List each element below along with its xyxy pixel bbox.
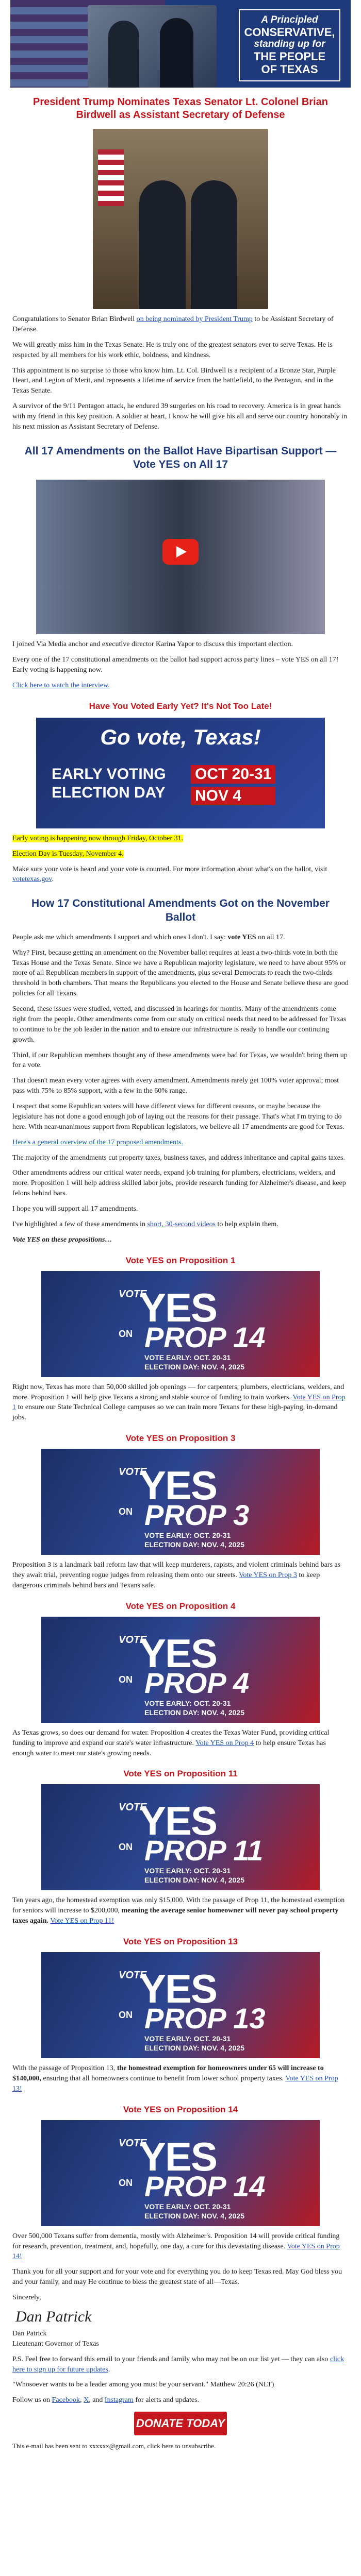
headline-ballot: How 17 Constitutional Amendments Got on the November Ballot bbox=[31, 897, 330, 923]
paragraph bbox=[12, 1138, 349, 1148]
prop-graphic[interactable]: VOTE YES ON PROP 14 VOTE EARLY: OCT. 20-31 ELECTION DAY: NOV. 4, 2025 bbox=[41, 1271, 320, 1377]
prop-graphic[interactable]: VOTE YES ON PROP 11 VOTE EARLY: OCT. 20-31 ELECTION DAY: NOV. 4, 2025 bbox=[41, 1784, 320, 1890]
prop-heading: Vote YES on Proposition 3 bbox=[125, 1433, 236, 1444]
prop-heading: Vote YES on Proposition 4 bbox=[125, 1601, 236, 1611]
paragraph: People ask me which amendments I support and which ones I don't. I say: vote YES on all 17. bbox=[12, 933, 285, 941]
paragraph bbox=[12, 681, 349, 691]
paragraph: That doesn't mean every voter agrees with every amendment. Amendments rarely get 100% voter approval; most pass with 75% to 85% support, with a few in the 60% range. bbox=[12, 1077, 339, 1095]
banner-photo bbox=[88, 5, 217, 88]
prop14-link[interactable]: Vote YES on Prop 14! bbox=[12, 2242, 340, 2261]
donate-button[interactable]: DONATE TODAY bbox=[134, 2412, 227, 2435]
email-body bbox=[10, 0, 351, 2451]
x-link[interactable]: X bbox=[84, 2396, 89, 2404]
header-banner bbox=[10, 0, 351, 88]
instagram-link[interactable]: Instagram bbox=[104, 2396, 134, 2404]
signup-link[interactable]: click here to sign up for future updates bbox=[12, 2355, 344, 2374]
paragraph: Ten years ago, the homestead exemption was only $15,000. With the passage of Prop 11, the homestead exemption for seniors will increase to $200,000, meaning the average senior homeowner will never pay school property taxes again. Vote YES on Prop 11! bbox=[12, 1896, 345, 1925]
person-silhouette bbox=[139, 180, 186, 309]
prop-graphic[interactable]: VOTE YES ON PROP 13 VOTE EARLY: OCT. 20-31 ELECTION DAY: NOV. 4, 2025 bbox=[41, 1952, 320, 2058]
headline-amendments: All 17 Amendments on the Ballot Have Bipartisan Support — Vote YES on All 17 bbox=[24, 445, 337, 470]
prop3-link[interactable]: Vote YES on Prop 3 bbox=[239, 1571, 297, 1579]
tagline-line: standing up for bbox=[254, 39, 325, 50]
quote: "Whosoever wants to be a leader among you must be your servant." Matthew 20:26 (NLT) bbox=[12, 2381, 274, 2389]
prop4-link[interactable]: Vote YES on Prop 4 bbox=[195, 1739, 254, 1747]
prop-heading: Vote YES on Proposition 13 bbox=[123, 1937, 238, 1946]
paragraph: Vote YES on these propositions… bbox=[12, 1235, 112, 1244]
sincerely: Sincerely, bbox=[12, 2294, 41, 2301]
paragraph: I respect that some Republican voters will have different views for different reasons, or maybe because the legislature has not done a good enough job of laying out the reasons for their passage. That's what I'm trying to do here. With near-unanimous support from Republican legislators, we believe all 17 amendments are good for Texas. bbox=[12, 1103, 344, 1131]
prop-graphic[interactable]: VOTE YES ON PROP 4 VOTE EARLY: OCT. 20-31 ELECTION DAY: NOV. 4, 2025 bbox=[41, 1617, 320, 1723]
photo-senators bbox=[93, 129, 268, 309]
votetexas-link[interactable]: votetexas.gov bbox=[12, 875, 52, 884]
paragraph: Thank you for all your support and for your vote and for everything you do to keep Texas red. May God bless you and your family, and may He continue to bless the greatest state of all—Texas. bbox=[12, 2268, 342, 2286]
footer: This e-mail has been sent to xxxxxx@gmail.com, click here to unsubscribe. bbox=[12, 2442, 216, 2450]
paragraph: With the passage of Proposition 13, the homestead exemption for homeowners under 65 will increase to $140,000, ensuring that all homeowners continue to benefit from lower school property taxes. Vote YES on Prop 13! bbox=[12, 2064, 338, 2093]
paragraph: We will greatly miss him in the Texas Senate. He is truly one of the greatest senators ever to serve Texas. He is respected by all members for his work ethic, boldness, and kindness. bbox=[12, 341, 333, 359]
person-silhouette bbox=[191, 180, 237, 309]
paragraph: Proposition 3 is a landmark bail reform law that will keep murderers, rapists, and violent criminals behind bars as they await trial, preventing rogue judges from releasing them onto our streets. Vote YES on Prop 3 to keep dangerous criminals behind bars and Texans safe. bbox=[12, 1561, 341, 1589]
vote-dates: OCT 20-31 NOV 4 bbox=[191, 765, 275, 808]
prop1-link[interactable]: Vote YES on Prop 1 bbox=[12, 1393, 346, 1412]
paragraph: Over 500,000 Texans suffer from dementia, mostly with Alzheimer's. Proposition 14 will provide critical funding for research, prevention, treatment, and, hopefully, one day, a cure for this devastating disease. Vote YES on Prop 14! bbox=[12, 2232, 340, 2261]
paragraph: Early voting is happening now through Friday, October 31. bbox=[12, 834, 184, 842]
facebook-link[interactable]: Facebook bbox=[52, 2396, 80, 2404]
prop-heading: Vote YES on Proposition 11 bbox=[123, 1769, 238, 1779]
paragraph: A survivor of the 9/11 Pentagon attack, he endured 39 surgeries on his road to recovery. America is in great hands with my friend in this key position. A soldier at heart, I know he will give his all and serve our country honorably in his next mission as Assistant Secretary of Defense. bbox=[12, 402, 347, 431]
paragraph: Second, these issues were studied, vetted, and discussed in hearings for months. Many of the amendments come right from the people. Other amendments come from our study on critical needs that need to be addressed for Texas to continue to be the job leader in the nation and to ensure our infrastructure is ready to handle our continuing growth. bbox=[12, 1005, 347, 1044]
vote-graphic bbox=[36, 718, 325, 828]
prop-heading: Vote YES on Proposition 1 bbox=[125, 1255, 236, 1265]
paragraph: Every one of the 17 constitutional amendments on the ballot had support across party lines – vote YES on all 17! Early voting is happening now. bbox=[12, 656, 339, 674]
prop-graphic[interactable]: VOTE YES ON PROP 3 VOTE EARLY: OCT. 20-31 ELECTION DAY: NOV. 4, 2025 bbox=[41, 1449, 320, 1555]
person-silhouette bbox=[108, 21, 139, 88]
interview-video[interactable] bbox=[36, 480, 325, 634]
paragraph: As Texas grows, so does our demand for water. Proposition 4 creates the Texas Water Fund, providing critical funding to improve and expand our state's water infrastructure. Vote YES on Prop 4 to help ensure Texas has enough water to meet our state's growing needs. bbox=[12, 1728, 330, 1757]
paragraph: Right now, Texas has more than 50,000 skilled job openings — for carpenters, plumbers, electricians, welders, and more. Proposition 1 will help give Texans a strong and stable source of funding to train workers. Vote YES on Prop 1 to ensure our State Technical College campuses so we can train more Texans for these high-paying, in-demand jobs. bbox=[12, 1383, 346, 1422]
paragraph: This appointment is no surprise to those who know him. Lt. Col. Birdwell is a recipient of a Bronze Star, Purple Heart, and Legion of Merit, and represents a lifetime of service from the battlefield, to the Pentagon, and in the Texas Senate. bbox=[12, 366, 336, 395]
paragraph: Make sure your vote is heard and your vote is counted. For more information about what's on the ballot, visit votetexas.gov. bbox=[12, 865, 327, 884]
prop-heading: Vote YES on Proposition 14 bbox=[123, 2104, 238, 2114]
subhead-vote-early: Have You Voted Early Yet? It's Not Too Late! bbox=[89, 701, 272, 711]
watch-interview-link[interactable]: Click here to watch the interview. bbox=[12, 681, 110, 689]
prop11-link[interactable]: Vote YES on Prop 11! bbox=[50, 1917, 114, 1925]
follow-line: Follow us on Facebook, X, and Instagram for alerts and updates. bbox=[12, 2396, 200, 2404]
videos-link[interactable]: short, 30-second videos bbox=[147, 1220, 216, 1228]
paragraph: Third, if our Republican members thought any of these amendments were bad for Texas, we wouldn't bring them up for a vote. bbox=[12, 1051, 348, 1070]
nomination-link[interactable]: on being nominated by President Trump bbox=[136, 315, 253, 323]
paragraph: Why? First, because getting an amendment on the November ballot requires at least a two-thirds vote in both the Texas House and the Texas Senate. Since we have a Republican majority legislature, we need to have about 95% or more of all Republican members in support of the amendments, plus several Democrats to reach the two-thirds threshold in both chambers. That means the Republicans you elected to the House and Senate believe these are good policies for all Texans. bbox=[12, 948, 349, 998]
paragraph: I hope you will support all 17 amendments. bbox=[12, 1205, 138, 1213]
signer-block: Dan Patrick Lieutenant Governor of Texas bbox=[12, 2329, 99, 2348]
play-icon[interactable] bbox=[162, 539, 199, 565]
signature: Dan Patrick bbox=[15, 2308, 92, 2325]
tagline-line: OF TEXAS bbox=[261, 63, 318, 76]
prop-graphic[interactable]: VOTE YES ON PROP 14 VOTE EARLY: OCT. 20-31 ELECTION DAY: NOV. 4, 2025 bbox=[41, 2120, 320, 2226]
paragraph: Other amendments address our critical water needs, expand job training for plumbers, electricians, welders, and more. Proposition 1 will help address skilled labor jobs, provide research funding for Alzheimer's disease, and keep felons behind bars. bbox=[12, 1169, 346, 1198]
paragraph: I've highlighted a few of these amendments in short, 30-second videos to help explain them. bbox=[12, 1220, 278, 1228]
overview-link[interactable]: Here's a general overview of the 17 proposed amendments. bbox=[12, 1138, 184, 1146]
paragraph: Congratulations to Senator Brian Birdwell on being nominated by President Trump to be Assistant Secretary of Defense. bbox=[12, 315, 334, 333]
tagline-line: THE PEOPLE bbox=[253, 49, 326, 63]
paragraph: Election Day is Tuesday, November 4. bbox=[12, 850, 124, 858]
prop13-link[interactable]: Vote YES on Prop 13! bbox=[12, 2074, 338, 2093]
go-vote-text: Go vote, Texas! bbox=[100, 724, 261, 749]
paragraph: P.S. Feel free to forward this email to your friends and family who may not be on our list yet — they can also click here to sign up for future updates. bbox=[12, 2355, 344, 2374]
footer-email: xxxxxx@gmail.com bbox=[89, 2442, 144, 2450]
flag-image bbox=[98, 149, 124, 206]
vote-labels: EARLY VOTING ELECTION DAY bbox=[52, 765, 166, 801]
paragraph: The majority of the amendments cut property taxes, business taxes, and address inheritance and capital gains taxes. bbox=[12, 1154, 345, 1162]
headline-nomination: President Trump Nominates Texas Senator Lt. Colonel Brian Birdwell as Assistant Secretary of Defense bbox=[33, 96, 328, 121]
tagline-line: CONSERVATIVE, bbox=[244, 25, 335, 39]
person-silhouette bbox=[160, 18, 193, 88]
tagline-line: A Principled bbox=[261, 14, 318, 25]
paragraph: I joined Via Media anchor and executive director Karina Yapor to discuss this important election. bbox=[12, 640, 293, 649]
banner-tagline bbox=[239, 9, 340, 81]
